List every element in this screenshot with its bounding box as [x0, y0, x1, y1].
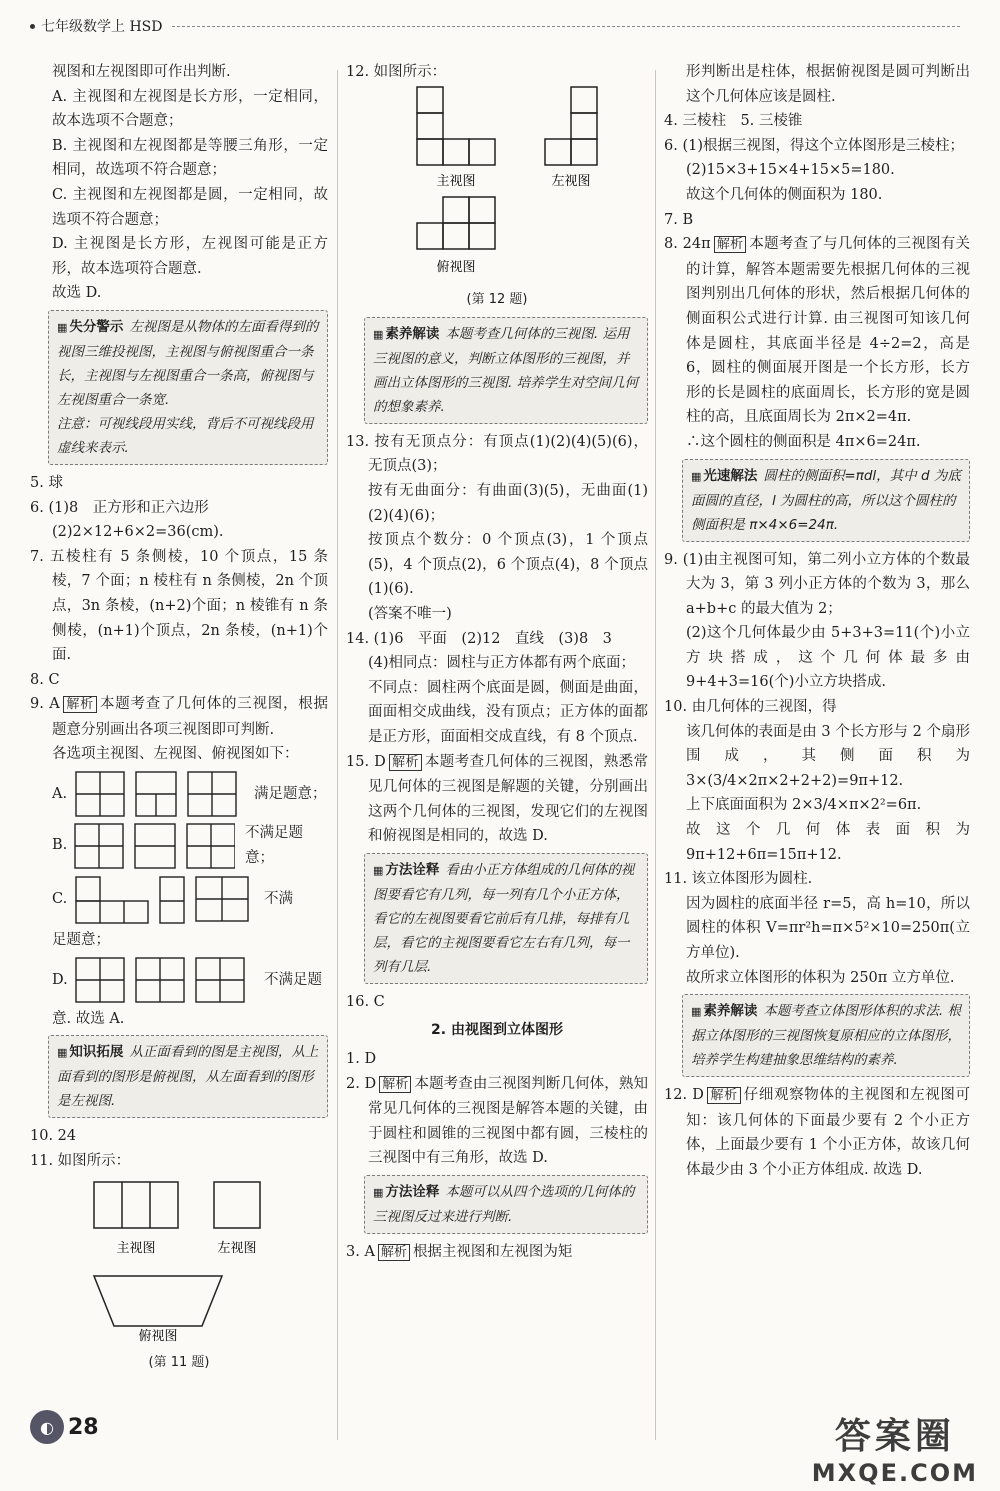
figure-label: 左视图 — [551, 173, 591, 189]
figure-label: 俯视图 — [138, 1328, 178, 1342]
answer: 8. C — [30, 671, 60, 688]
note-tag: ▦ 素养解读 — [691, 1003, 757, 1019]
column-divider — [655, 70, 656, 1440]
answer: 16. C — [346, 993, 385, 1010]
note-text: 本题考查几何体的三视图. 运用三视图的意义，判断立体图形的三视图，并画出立体图形的三视图. 培养学生对空间几何的想象素养. — [373, 325, 639, 415]
answer-text: 本题考查由三视图判断几何体，熟知常见几何体的三视图是解答本题的关键，由于圆柱和圆锥的三视图中都有圆，三棱柱的三视图中有三角形，故选 D. — [368, 1075, 648, 1167]
figure-12 — [346, 85, 648, 313]
header-title: 七年级数学上 HSD — [41, 19, 163, 35]
figure-11-drawing — [54, 1174, 304, 1342]
analysis-tag: 解析 — [389, 754, 422, 771]
answer-text: 本题考查几何体的三视图，熟悉常见几何体的三视图是解题的关键，分别画出这两个几何体的三视图，发现它们的左视图和俯视图是相同的，故选 D. — [368, 753, 648, 845]
note-box — [364, 1175, 648, 1234]
answer: 各选项主视图、左视图、俯视图如下： — [52, 746, 299, 763]
figure-caption: (第 11 题) — [148, 1355, 210, 1371]
answer — [346, 1240, 648, 1266]
option-result: 不满 — [264, 890, 293, 907]
answer-text: 根据主视图和左视图为矩 — [412, 1244, 573, 1261]
answer: (2)2×12+6×2=36(cm). — [52, 524, 224, 541]
header-rule — [172, 26, 960, 27]
answer: 该几何体的表面是由 3 个长方形与 2 个扇形围成，其侧面积为 3×(3/4×2π×2+2+2)=9π+12. — [686, 723, 970, 789]
answer: 13. 按有无顶点分：有顶点(1)(2)(4)(5)(6)，无顶点(3)； — [346, 433, 648, 475]
answer-text: 本题考查了几何体的三视图，根据题意分别画出各项三视图即可判断. — [52, 696, 328, 738]
answer: 按有无曲面分：有曲面(3)(5)，无曲面(1)(2)(4)(6)； — [368, 482, 648, 524]
text-line: C. 主视图和左视图都是圆，一定相同，故选项不符合题意； — [52, 186, 328, 228]
answer-num: 2. D — [346, 1075, 377, 1092]
answer: 4. 三棱柱 5. 三棱锥 — [664, 113, 803, 130]
dolphin-icon: ◐ — [30, 1410, 64, 1444]
answer-num: 8. 24π — [664, 236, 711, 253]
page-number-text: 28 — [68, 1414, 99, 1440]
section-title: 2. 由视图到立体图形 — [431, 1022, 563, 1039]
answer: (2)15×3+15×4+15×5=180. — [686, 162, 895, 179]
note-text: 注意：可视线段用实线，背后不可视线段用虚线来表示. — [57, 415, 314, 456]
answer: 10. 由几何体的三视图，得 — [664, 699, 837, 716]
answer: 5. 球 — [30, 474, 63, 491]
option-c-figure — [30, 873, 328, 925]
watermark-site: MXQE.COM — [811, 1459, 978, 1487]
option-label: D. — [52, 971, 68, 988]
note-tag: ▦ 光速解法 — [691, 468, 757, 484]
note-tag: ▦ 失分警示 — [57, 319, 123, 335]
analysis-tag: 解析 — [707, 1087, 741, 1104]
analysis-tag: 解析 — [714, 236, 747, 253]
answer: 7. B — [664, 211, 694, 228]
answer: (2)这个几何体最少由 5+3+3=11(个)小立方块搭成，这个几何体最多由 9+4+3=16(个)小立方块搭成. — [686, 625, 970, 691]
answer: (4)相同点：圆柱与正方体都有两个底面； — [368, 655, 636, 672]
answer-num: 3. A — [346, 1244, 375, 1261]
option-b-figure — [30, 821, 328, 870]
three-views-c-drawing — [74, 873, 254, 925]
answer-text: 本题考查了与几何体的三视图有关的计算，解答本题需要先根据几何体的三视图判别出几何体的形状，然后根据几何体的侧面积公式进行计算. 由三视图可知该几何体是圆柱，其底面半径是 4÷2=2，高是 6，圆柱的侧面展开图是一个长方形，长方形的长是圆柱的底面周长，长方形的宽是圆柱的高，且底面周长为 2π×2=4π. — [686, 236, 970, 426]
answer — [664, 1083, 970, 1182]
option-result: 不满足题 — [264, 971, 322, 988]
answer: 因为圆柱的底面半径 r=5，高 h=10，所以圆柱的体积 V=πr²h=π×5²×10=250π(立方单位). — [686, 895, 970, 961]
column-3 — [664, 60, 970, 1430]
watermark-logo — [812, 1408, 978, 1487]
page-number — [30, 1410, 99, 1444]
answer: 7. 五棱柱有 5 条侧棱，10 个顶点，15 条棱，7 个面；n 棱柱有 n 条侧棱，2n 个顶点，3n 条棱，(n+2)个面；n 棱锥有 n 条侧棱，(n+1)个顶点，2n 条棱，(n+1)个面. — [30, 548, 328, 664]
answer-num: 12. D — [664, 1087, 704, 1104]
answer: ∴这个圆柱的侧面积是 4π×6=24π. — [686, 433, 921, 450]
text-line: 视图和左视图即可作出判断. — [52, 64, 231, 80]
note-text: 本题可以从四个选项的几何体的三视图反过来进行判断. — [373, 1184, 635, 1226]
note-text: 圆柱的侧面积=πdl，其中 d 为底面圆的直径，l 为圆柱的高，所以这个圆柱的侧面积是 π×4×6=24π. — [691, 467, 961, 533]
answer: 9. (1)由主视图可知，第二列小立方体的个数最大为 3，第 3 列小正方体的个数为 3，那么 a+b+c 的最大值为 2； — [664, 551, 970, 617]
figure-11 — [30, 1174, 328, 1376]
note-tag: ▦ 方法诠释 — [373, 1184, 439, 1200]
answer: 不同点：圆柱两个底面是圆，侧面是曲面，面面相交成曲线，没有顶点；正方体的面都是正方形，面面相交成直线，有 8 个顶点. — [368, 679, 648, 745]
answer — [346, 1072, 648, 1171]
option-d-figure — [30, 956, 328, 1004]
text-line: 形判断出是柱体，根据俯视图是圆可判断出这个几何体应该是圆柱. — [686, 64, 970, 105]
figure-caption: (第 12 题) — [466, 292, 528, 308]
note-text: 从正面看到的图是主视图，从上面看到的图形是俯视图，从左面看到的图形是左视图. — [57, 1044, 319, 1110]
answer-text: 仔细观察物体的主视图和左视图可知：该几何体的下面最少要有 2 个小正方体，上面最少要有 1 个小正方体，故该几何体最少由 3 个小正方体组成. 故选 D. — [686, 1087, 970, 1178]
answer-num: 15. D — [346, 753, 386, 770]
answer: 1. D — [346, 1051, 377, 1068]
answer: 12. 如图所示： — [346, 64, 447, 80]
answer — [30, 692, 328, 742]
note-tag: ▦ 方法诠释 — [373, 862, 439, 878]
figure-label: 主视图 — [436, 173, 476, 189]
column-1 — [30, 60, 328, 1430]
bullet-icon — [30, 24, 35, 29]
text-line: 故选 D. — [52, 285, 102, 302]
option-result: 满足题意； — [254, 785, 327, 802]
page-header — [30, 14, 960, 38]
note-box — [682, 459, 970, 542]
text-line: B. 主视图和左视图都是等腰三角形，一定相同，故选项不符合题意； — [52, 137, 328, 179]
answer: 按顶点个数分：0 个顶点(3)，1 个顶点(5)，4 个顶点(2)，6 个顶点(4)，8 个顶点(1)(6). — [368, 532, 648, 598]
answer-num: 9. A — [30, 696, 60, 713]
note-box — [48, 310, 328, 465]
watermark-main: 答案圈 — [834, 1416, 955, 1457]
figure-label: 主视图 — [116, 1240, 156, 1256]
answer: 6. (1)根据三视图，得这个立体图形是三棱柱； — [664, 137, 964, 154]
text-line: A. 主视图和左视图是长方形，一定相同，故本选项不合题意； — [52, 88, 328, 130]
three-views-b-drawing — [73, 822, 235, 870]
option-result-cont: 足题意； — [52, 932, 110, 949]
answer: 上下底面面积为 2×3/4×π×2²=6π. — [686, 797, 922, 814]
note-text: 看由小正方体组成的几何体的视图要看它有几列，每一列有几个小正方体，看它的左视图要看它前后有几排，每排有几层，看它的主视图要看它左右有几列，每一列有几层. — [373, 861, 635, 975]
note-box — [364, 317, 648, 424]
three-views-d-drawing — [74, 956, 254, 1004]
option-label: A. — [52, 785, 68, 802]
note-box — [364, 853, 648, 984]
figure-label: 左视图 — [217, 1240, 257, 1256]
note-text: 本题考查立体图形体积的求法. 根据立体图形的三视图恢复原相应的立体图形，培养学生构建抽象思维结构的素养. — [691, 1003, 961, 1069]
answer: 10. 24 — [30, 1128, 77, 1145]
note-tag: ▦ 素养解读 — [373, 326, 439, 342]
option-result-cont: 意. 故选 A. — [52, 1010, 125, 1027]
option-label: B. — [52, 837, 68, 854]
answer: (答案不唯一) — [368, 605, 452, 622]
answer — [346, 750, 648, 849]
figure-label: 俯视图 — [436, 259, 476, 275]
answer: 6. (1)8 正方形和正六边形 — [30, 499, 209, 516]
three-views-a-drawing — [74, 770, 244, 818]
text-line: D. 主视图是长方形，左视图可能是正方形，故本选项符合题意. — [52, 236, 328, 277]
column-2 — [346, 60, 648, 1430]
answer: 故这个几何体表面积为 9π+12+6π=15π+12. — [686, 822, 970, 863]
figure-12-drawing — [367, 85, 627, 293]
analysis-tag: 解析 — [379, 1076, 411, 1093]
analysis-tag: 解析 — [63, 696, 97, 713]
analysis-tag: 解析 — [378, 1244, 410, 1261]
answer: 14. (1)6 平面 (2)12 直线 (3)8 3 — [346, 630, 612, 647]
answer: 故这个几何体的侧面积为 180. — [686, 186, 883, 203]
answer: 故所求立体图形的体积为 250π 立方单位. — [686, 969, 955, 986]
note-tag: ▦ 知识拓展 — [57, 1044, 123, 1060]
option-a-figure — [30, 770, 328, 818]
column-divider — [337, 70, 338, 1440]
note-box — [48, 1035, 328, 1118]
answer — [664, 232, 970, 430]
answer: 11. 如图所示： — [30, 1153, 131, 1170]
note-box — [682, 994, 970, 1077]
option-label: C. — [52, 890, 68, 907]
note-text: 左视图是从物体的左面看得到的视图三维投视图，主视图与俯视图重合一条长，主视图与左视图重合一条高，俯视图与左视图重合一条宽. — [57, 318, 319, 408]
option-result: 不满足题意； — [245, 825, 304, 866]
answer: 11. 该立体图形为圆柱. — [664, 871, 813, 888]
